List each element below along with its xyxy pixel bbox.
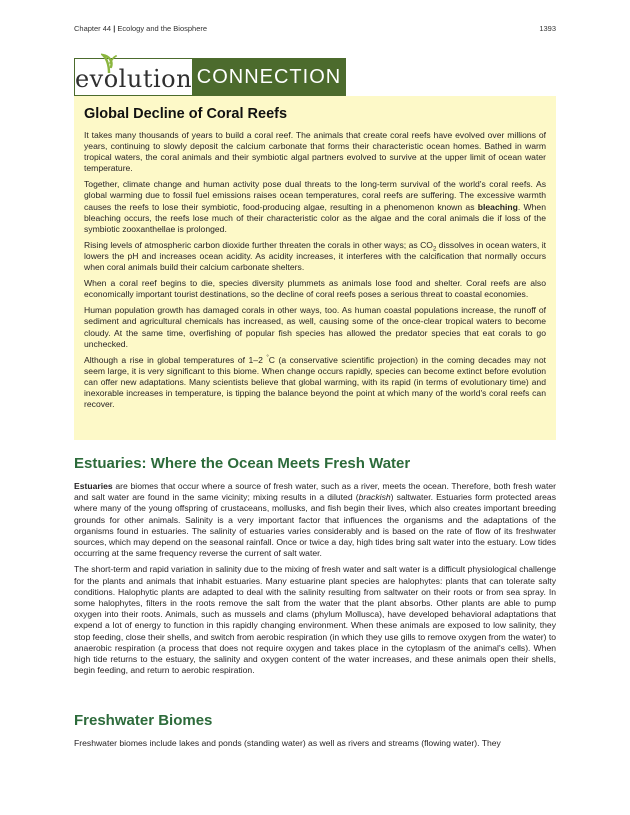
key-term: bleaching <box>477 201 518 212</box>
body-paragraph: The short-term and rapid variation in salinity due to the mixing of fresh water and salt water is a difficult physiological challenge for the plants and animals that inhabit estuaries. Many estuarine plant species are halophytes: plants that can tolerate salty conditions. Halophytic plants are adapted to deal with the salinity resulting from saltwater on their roots or from sea spray. In some halophytes, filters in the roots remove the salt from the water that the plant absorbs. Other plants are able to pump oxygen into their roots. Animals, such as mussels and clams (phylum Mollusca), have developed behavioral adaptations that expend a lot of energy to function in this rapidly changing environment. When these animals are exposed to low salinity, they stop feeding, close their shells, and switch from aerobic respiration (in which they use gills to remove oxygen from the water) to anaerobic respiration (a process that does not require oxygen and takes place in the cytoplasm of the animal's cells). When high tide returns to the estuary, the salinity and oxygen content of the water increases, and these animals open their shells, begin feeding, and return to aerobic respiration. <box>74 564 556 676</box>
chapter-label <box>74 24 207 33</box>
text-run: Rising levels of atmospheric carbon dioxide further threaten the corals in other ways; as CO <box>84 239 433 250</box>
text-run: Together, climate change and human activity pose dual threats to the long-term survival of the world's coral reefs. As global warming due to fossil fuel emissions raises ocean temperatures, coral reefs are suffering. The excessive warmth causes the reefs to lose their symbiotic, food-producing algae, resulting in a phenomenon known as <box>84 179 546 212</box>
header-separator: | <box>113 24 116 33</box>
feature-paragraph <box>84 355 546 410</box>
text-run: ) saltwater. Estuaries form protected areas where many of the young offspring of crustaceans, mollusks, and fish begin their lives, which also creates important breeding grounds for other animals. Salinity is a very important factor that influences the organisms and the adaptations of the organisms found in estuaries. The salinity of estuaries varies considerably and is based on the rate of flow of its freshwater sources, which may depend on the seasonal rainfall. Once or twice a day, high tides bring salt water into the estuary. Low tides occurring at the same frequency reverse the current of salt water. <box>74 492 556 559</box>
text-run: C (a conservative scientific projection) in the coming decades may not seem large, it is very significant to this biome. When change occurs rapidly, species can become extinct before evolution can offer new adaptations. Many scientists believe that global warming, with its rapid (in terms of evolutionary time) and inexorable increases in temperature, is tipping the balance beyond the point at which many of the world's coral reefs can recover. <box>84 354 546 410</box>
body-paragraph <box>74 481 556 559</box>
feature-box <box>74 96 556 440</box>
feature-paragraph: When a coral reef begins to die, species diversity plummets as animals lose food and shelter. Coral reefs are also economically important tourist destinations, so the decline of coral reefs poses a serious threat to coastal economies. <box>84 278 546 300</box>
feature-paragraph: Human population growth has damaged corals in other ways, too. As human coastal populations increase, the runoff of sediment and agricultural chemicals has increased, as well, causing some of the once-clear tropical waters to become cloudy. At the same time, overfishing of popular fish species has allowed the predator species that eat corals to go unchecked. <box>84 305 546 349</box>
connection-word: CONNECTION <box>192 58 346 96</box>
feature-paragraph <box>84 179 546 234</box>
estuaries-section <box>74 455 556 681</box>
degree-superscript: ° <box>266 354 269 361</box>
chapter-title: Ecology and the Biosphere <box>117 24 208 33</box>
italic-term: brackish <box>358 492 391 503</box>
subscript: 2 <box>433 246 437 253</box>
section-heading: Freshwater Biomes <box>74 712 213 729</box>
feature-paragraph <box>84 240 546 273</box>
body-paragraph: Freshwater biomes include lakes and ponds (standing water) as well as rivers and streams (flowing water). They <box>74 738 501 748</box>
freshwater-section <box>74 712 556 754</box>
page-number: 1393 <box>539 24 556 33</box>
feature-title: Global Decline of Coral Reefs <box>84 106 288 122</box>
evolution-connection-banner <box>74 58 346 96</box>
evolution-logo <box>74 58 192 96</box>
feature-paragraph: It takes many thousands of years to build a coral reef. The animals that create coral reefs have evolved over millions of years, continuing to slowly deposit the calcium carbonate that forms their characteristic ocean homes. Bathed in warm tropical waters, the coral animals and their symbiotic algal partners evolved to survive at the upper limit of ocean water temperature. <box>84 130 546 174</box>
chapter-number: Chapter 44 <box>74 24 112 33</box>
running-header <box>74 24 556 33</box>
text-run: Although a rise in global temperatures of 1–2 <box>84 354 267 365</box>
text-run: dissolves in ocean waters, it lowers the pH and increases ocean acidity. As acidity increases, it interferes with the calcification that normally occurs when coral animals build their calcium carbonate shelters. <box>84 239 547 273</box>
evolution-word: evolution <box>74 65 193 93</box>
text-run: . When bleaching occurs, the reefs lose much of their characteristic color as the algae and the coral animals die if loss of the symbiotic zooxanthellae is prolonged. <box>84 201 546 234</box>
key-term: Estuaries <box>74 481 113 491</box>
section-heading: Estuaries: Where the Ocean Meets Fresh Water <box>74 455 411 472</box>
text-run: are biomes that occur where a source of fresh water, such as a river, meets the ocean. Therefore, both fresh water and salt water are found in the same vicinity; mixing results in a diluted ( <box>74 481 556 503</box>
